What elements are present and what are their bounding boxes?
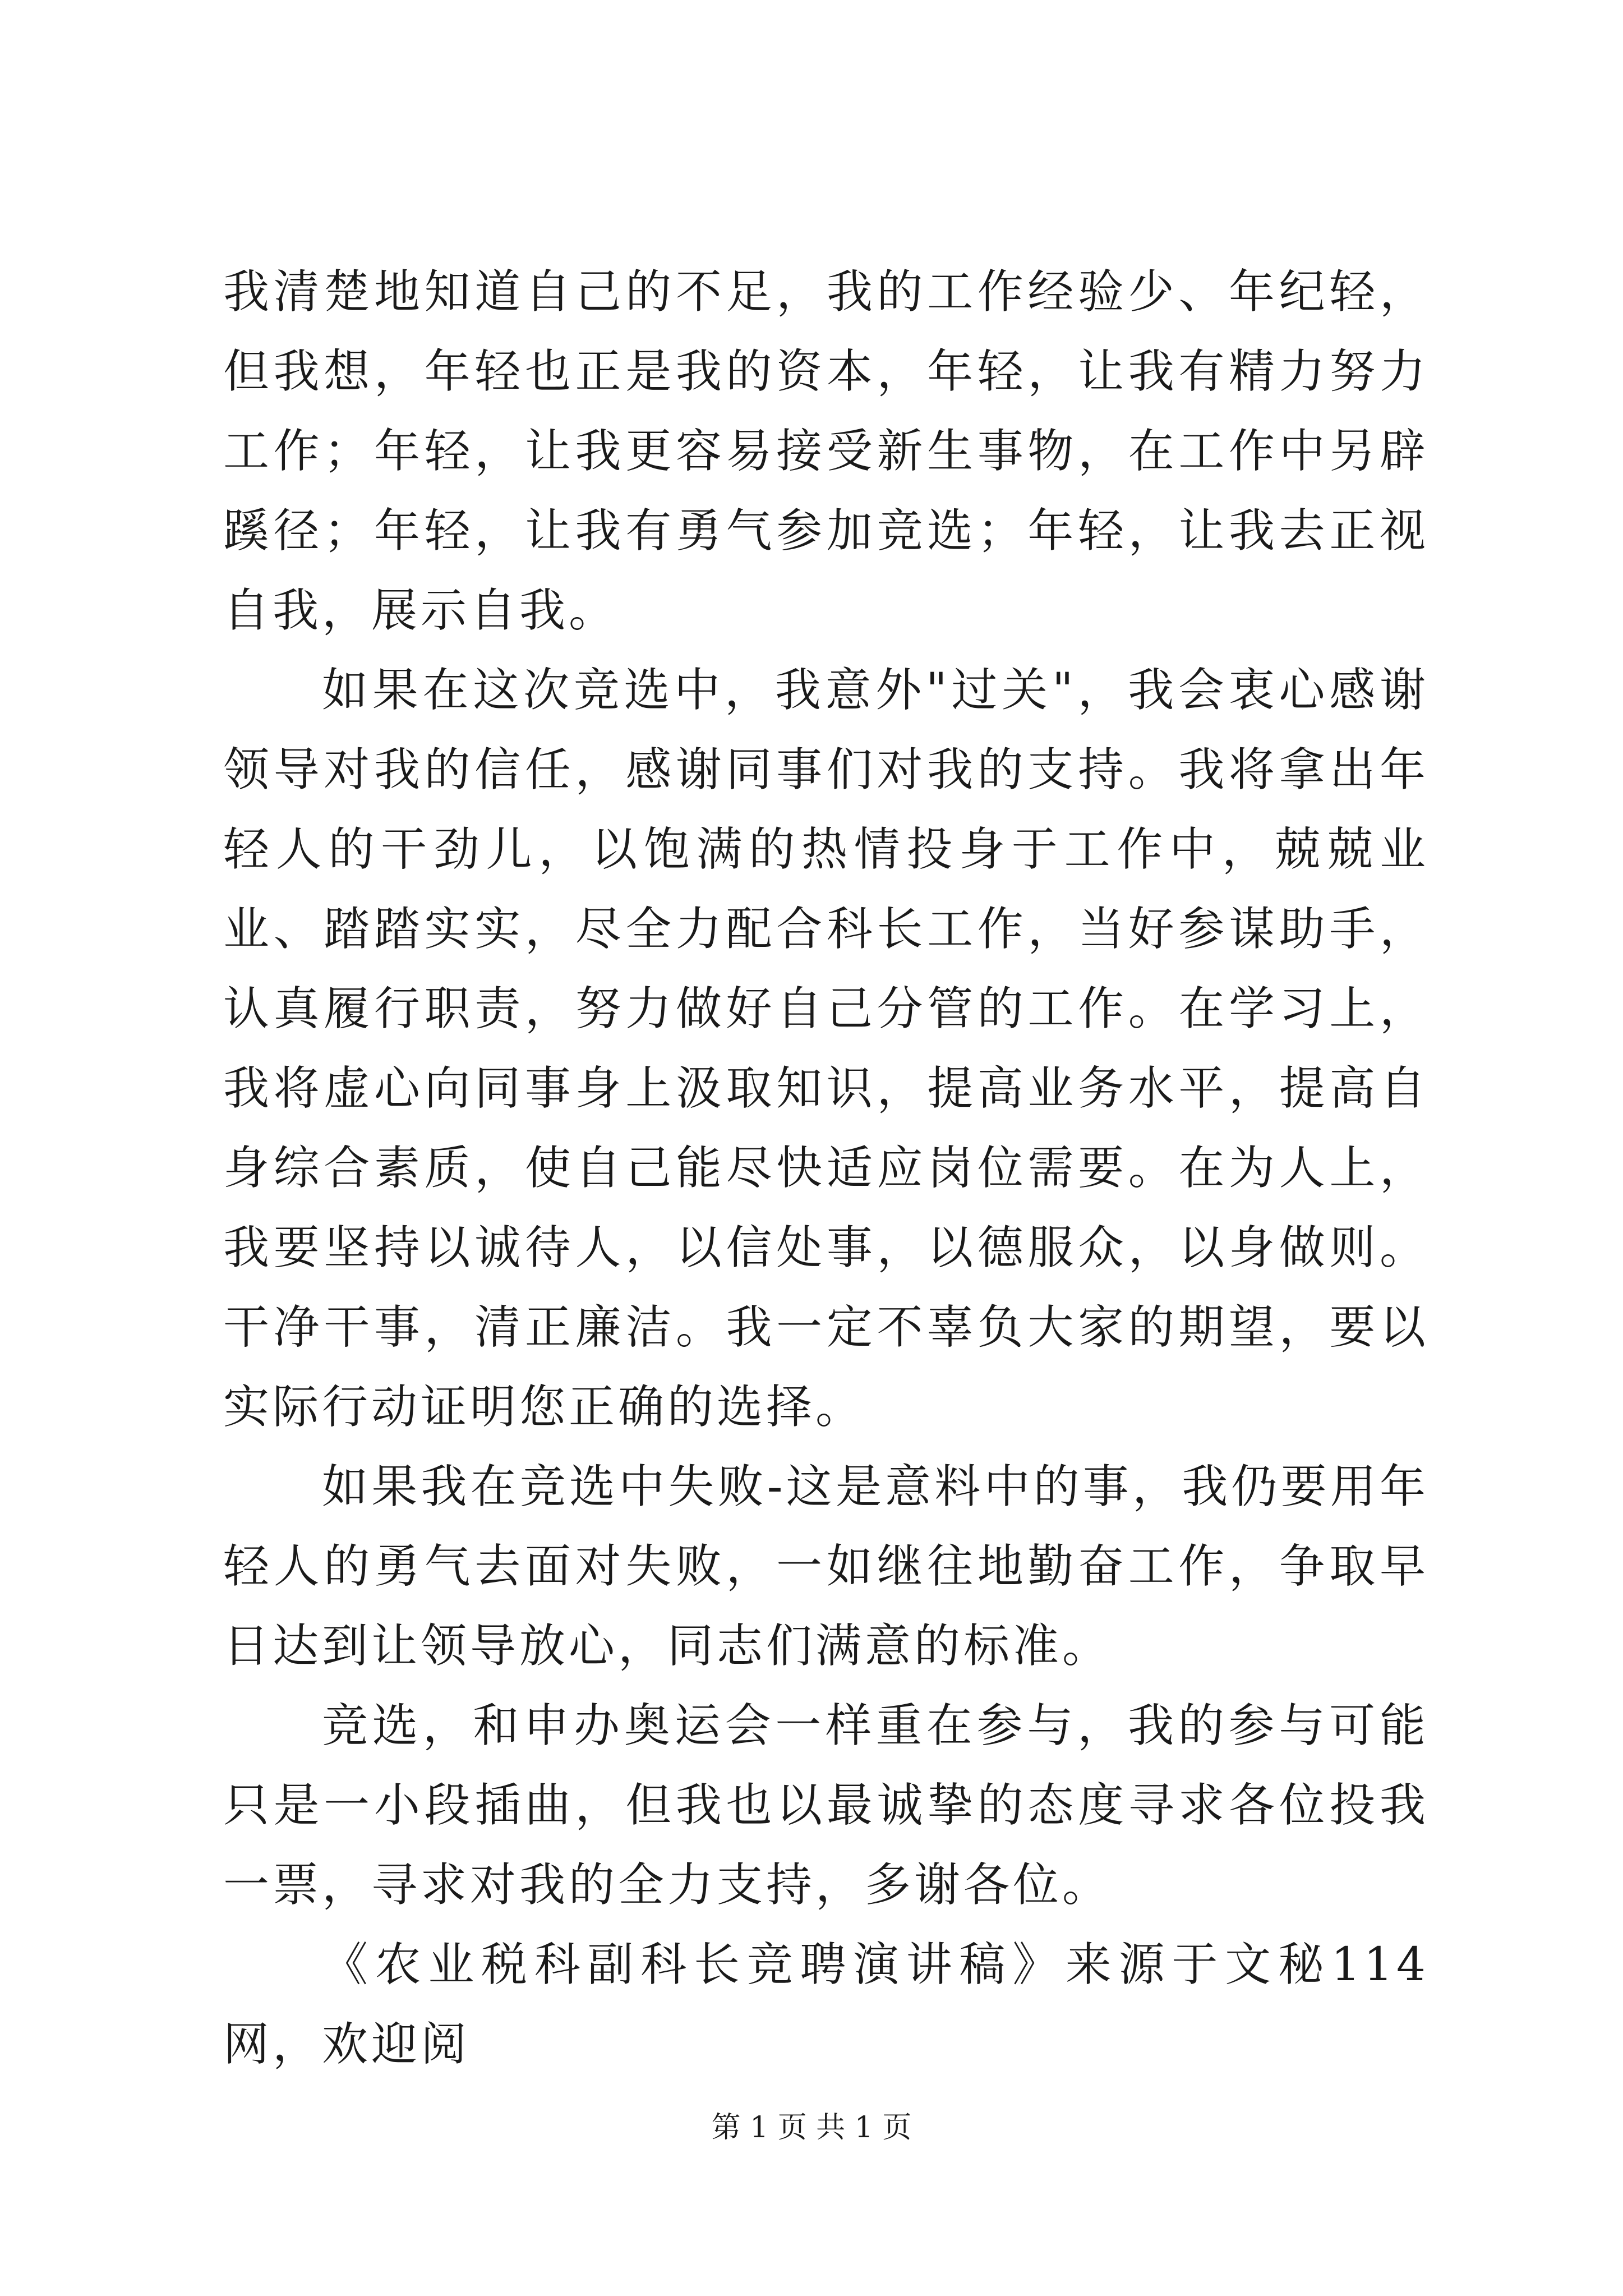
document-body (223, 252, 1429, 2085)
paragraph-1: 我清楚地知道自己的不足，我的工作经验少、年纪轻，但我想，年轻也正是我的资本，年轻，让我有精力努力工作；年轻，让我更容易接受新生事物，在工作中另辟蹊径；年轻，让我有勇气参加竞选；年轻，让我去正视自我，展示自我。 (223, 265, 1429, 637)
page-number-label: 第 1 页 共 1 页 (711, 2111, 912, 2145)
page-footer (0, 2108, 1623, 2147)
paragraph-4: 竞选，和申办奥运会一样重在参与，我的参与可能只是一小段插曲，但我也以最诚挚的态度寻求各位投我一票，寻求对我的全力支持，多谢各位。 (223, 1699, 1429, 1912)
paragraph-5: 《农业税科副科长竞聘演讲稿》来源于文秘114网，欢迎阅 (223, 1938, 1429, 2071)
paragraph-3: 如果我在竞选中失败-这是意料中的事，我仍要用年轻人的勇气去面对失败，一如继往地勤奋工作，争取早日达到让领导放心，同志们满意的标准。 (223, 1460, 1429, 1673)
paragraph-2: 如果在这次竞选中，我意外"过关"，我会衷心感谢领导对我的信任，感谢同事们对我的支持。我将拿出年轻人的干劲儿，以饱满的热情投身于工作中，兢兢业业、踏踏实实，尽全力配合科长工作，当好参谋助手，认真履行职责，努力做好自己分管的工作。在学习上，我将虚心向同事身上汲取知识，提高业务水平，提高自身综合素质，使自己能尽快适应岗位需要。在为人上，我要坚持以诚待人，以信处事，以德服众，以身做则。干净干事，清正廉洁。我一定不辜负大家的期望，要以实际行动证明您正确的选择。 (223, 664, 1429, 1434)
